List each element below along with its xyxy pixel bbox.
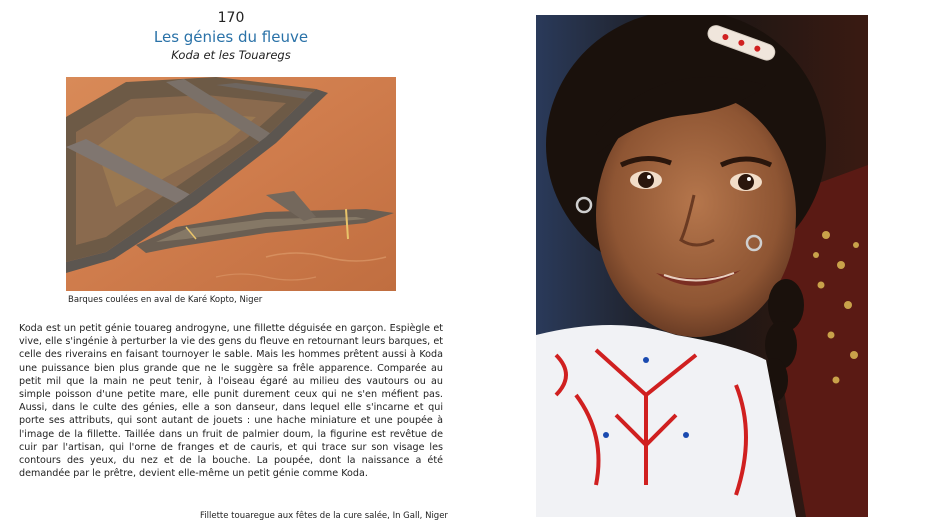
chapter-title: Les génies du fleuve: [153, 28, 309, 46]
boats-caption: Barques coulées en aval de Karé Kopto, Niger: [68, 295, 263, 305]
girl-caption: Fillette touaregue aux fêtes de la cure salée, In Gall, Niger: [200, 511, 448, 521]
girl-portrait-photo: [536, 15, 868, 517]
body-text: Koda est un petit génie touareg androgyne, une fillette déguisée en garçon. Espiègle et vive, elle s'ingénie à perturber la vie des gens du fleuve en retournant leurs barques, et celle des riverains en faisant tournoyer le sable. Mais les hommes prêtent aussi à Koda une puissance bien plus grande que ne le suggère sa frêle apparence. Comparée au petit mil que la main ne peut tenir, à l'oiseau égaré au milieu des vautours ou au simple poisson d'une petite mare, elle punit durement ceux qui ne s'en méfient pas. Aussi, dans le culte des génies, elle a son danseur, dans lequel elle s'incarne et qui porte ses attributs, qui sont autant de jouets : une hache miniature et une poupée à l'image de la fillette. Taillée dans un fruit de palmier doum, la figurine est revêtue de cuir par l'artisan, qui l'orne de franges et de cauris, et qui trace sur son visage les contours des yeux, du nez et de la bouche. La poupée, dont la naissance a été demandée par le prêtre, devient elle-même un petit génie comme Koda.: [19, 323, 443, 480]
sunken-boats-photo: [66, 77, 396, 291]
page-number: 170: [217, 10, 245, 26]
chapter-subtitle: Koda et les Touaregs: [171, 48, 291, 62]
